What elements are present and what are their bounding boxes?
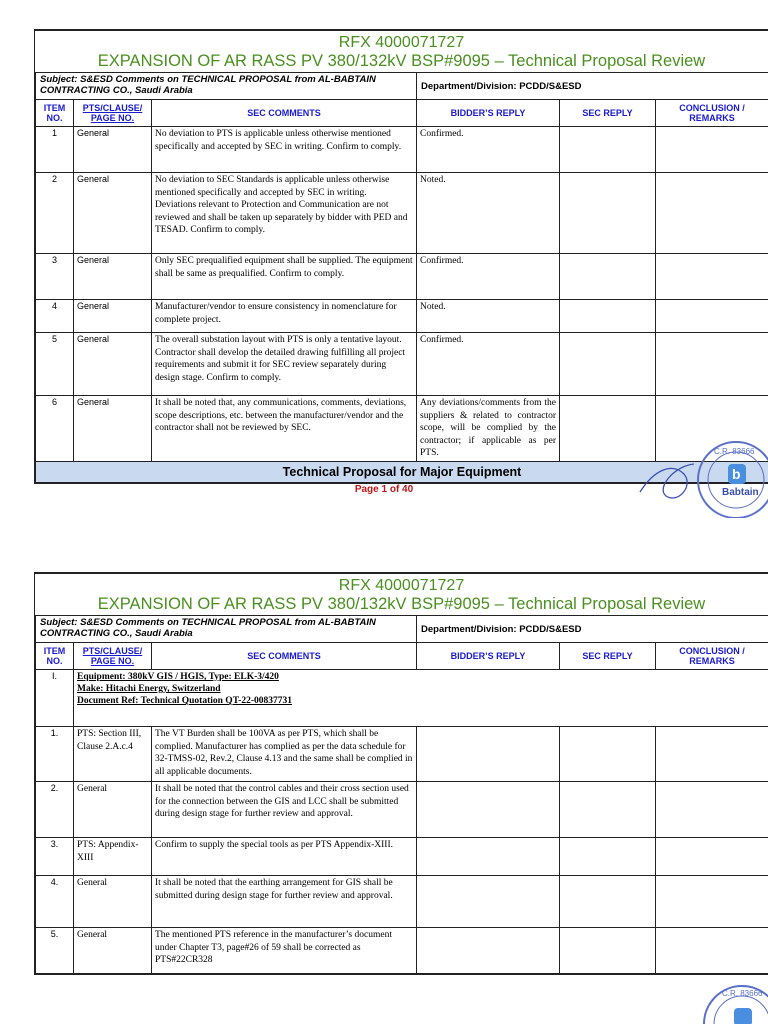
col-conclusion: CONCLUSION / REMARKS <box>656 643 768 670</box>
table-row: 3. PTS: Appendix-XIII Confirm to supply the special tools as per PTS Appendix-XIII. <box>36 838 768 876</box>
department-line: Department/Division: PCDD/S&ESD <box>417 616 768 643</box>
col-sec-reply: SEC REPLY <box>560 100 656 127</box>
page-1-header <box>35 31 768 72</box>
col-item-no: ITEM NO. <box>36 100 74 127</box>
document-title: EXPANSION OF AR RASS PV 380/132kV BSP#9095 – Technical Proposal Review <box>97 52 706 70</box>
company-stamp-logo-2 <box>670 982 768 1024</box>
section-band: Technical Proposal for Major Equipment <box>36 461 768 482</box>
col-bidder-reply: BIDDER’S REPLY <box>417 643 560 670</box>
document-title: EXPANSION OF AR RASS PV 380/132kV BSP#9095 – Technical Proposal Review <box>97 595 706 613</box>
table-row: 4. General It shall be noted that the earthing arrangement for GIS shall be submitted during design stage for further review and approval. <box>36 876 768 928</box>
rfx-number: RFX 4000071727 <box>338 577 465 594</box>
subject-line: Subject: S&ESD Comments on TECHNICAL PROPOSAL from AL-BABTAIN CONTRACTING CO., Saudi Arabia <box>36 73 417 100</box>
col-sec-comments: SEC COMMENTS <box>152 100 417 127</box>
table-row: 6 General It shall be noted that, any communications, comments, deviations, scope descriptions, etc. between the manufacturer/vendor and the contractor shall not be reviewed by SEC. Any deviations/comments from the suppliers & related to contractor scope, will be complied by the contractor; if applicable as per PTS. <box>36 396 768 462</box>
page-2-header <box>35 574 768 615</box>
col-conclusion: CONCLUSION / REMARKS <box>656 100 768 127</box>
col-bidder-reply: BIDDER’S REPLY <box>417 100 560 127</box>
table-row: 2. General It shall be noted that the control cables and their cross section used for the connection between the GIS and LCC shall be submitted during design stage for further review and approval. <box>36 782 768 838</box>
svg-text:C.R. 83666: C.R. 83666 <box>722 989 763 998</box>
svg-text:b: b <box>732 466 741 482</box>
page-2-sheet <box>34 572 768 975</box>
comments-table-page-2 <box>35 615 768 974</box>
department-line: Department/Division: PCDD/S&ESD <box>417 73 768 100</box>
equipment-row: I. Equipment: 380kV GIS / HGIS, Type: ELK-3/420 Make: Hitachi Energy, Switzerland Document Ref: Technical Quotation QT-22-00837731 <box>36 670 768 727</box>
table-row: 1. PTS: Section III, Clause 2.A.c.4 The VT Burden shall be 100VA as per PTS, which shall be complied. Manufacturer has complied as per the data schedule for 32-TMSS-02, Rev.2, Clause 4.13 and the same shall be complied in all applicable documents. <box>36 727 768 782</box>
comments-table-page-1 <box>35 72 768 483</box>
table-row: 3 General Only SEC prequalified equipment shall be supplied. The equipment shall be same as prequalified. Confirm to comply. Confirmed. <box>36 254 768 300</box>
table-row: 2 General No deviation to SEC Standards is applicable unless otherwise mentioned specifically and accepted by SEC in writing. Deviations relevant to Protection and Communication are not reviewed and shall be taken up separately by bidder with PED and TESAD. Confirm to comply. Noted. <box>36 173 768 254</box>
rfx-number: RFX 4000071727 <box>338 34 465 51</box>
svg-text:C.R. 83666: C.R. 83666 <box>714 447 755 456</box>
table-row: 1 General No deviation to PTS is applicable unless otherwise mentioned specifically and accepted by SEC in writing. Confirm to comply. Confirmed. <box>36 127 768 173</box>
page-number: Page 1 of 40 <box>354 484 414 495</box>
col-item-no: ITEM NO. <box>36 643 74 670</box>
svg-text:Babtain: Babtain <box>722 487 759 498</box>
col-sec-reply: SEC REPLY <box>560 643 656 670</box>
table-row: 5. General The mentioned PTS reference in the manufacturer’s document under Chapter T3, page#26 of 59 shall be corrected as PTS#22CR328 <box>36 928 768 974</box>
table-row: 5 General The overall substation layout with PTS is only a tentative layout. Contractor shall develop the detailed drawing fulfilling all project requirements and submit it for SEC review separately during design stage. Confirm to comply. Confirmed. <box>36 333 768 396</box>
col-sec-comments: SEC COMMENTS <box>152 643 417 670</box>
company-stamp-logo <box>634 440 768 518</box>
make-line: Make: Hitachi Energy, Switzerland <box>77 684 221 694</box>
document-ref-line: Document Ref: Technical Quotation QT-22-00837731 <box>77 696 292 706</box>
col-pts-clause: PTS/CLAUSE/ PAGE NO. <box>74 643 152 670</box>
col-pts-clause: PTS/CLAUSE/ PAGE NO. <box>74 100 152 127</box>
subject-line: Subject: S&ESD Comments on TECHNICAL PROPOSAL from AL-BABTAIN CONTRACTING CO., Saudi Arabia <box>36 616 417 643</box>
table-row: 4 General Manufacturer/vendor to ensure consistency in nomenclature for complete project. Noted. <box>36 300 768 333</box>
equipment-line: Equipment: 380kV GIS / HGIS, Type: ELK-3/420 <box>77 672 279 682</box>
page-1-sheet <box>34 29 768 484</box>
